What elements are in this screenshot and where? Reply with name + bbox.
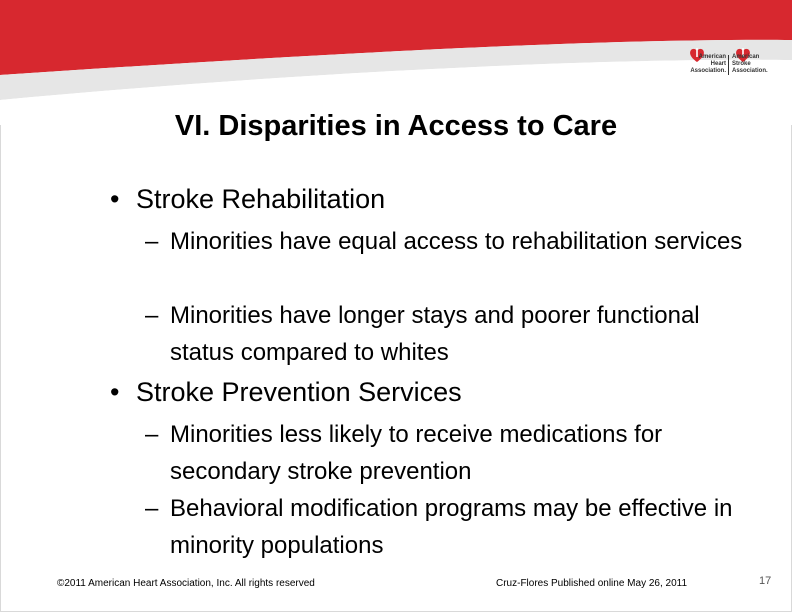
list-item-text: Minorities have equal access to rehabilitation services (170, 228, 743, 255)
page-number: 17 (759, 575, 772, 587)
logo-left-line: Association. (690, 68, 726, 74)
section-heading (110, 375, 462, 409)
dash-icon: – (145, 228, 159, 255)
footer-copyright: ©2011 American Heart Association, Inc. All rights reserved (57, 578, 315, 589)
section-heading-text: Stroke Prevention Services (136, 377, 462, 407)
dash-icon: – (145, 302, 159, 329)
dash-icon: – (145, 421, 159, 448)
logo-left-line: Heart (710, 61, 726, 67)
section-heading (110, 182, 385, 216)
list-item-text: Minorities have longer stays and poorer functional status compared to whites (170, 302, 700, 366)
dash-icon: – (145, 495, 159, 522)
list-item-text: Minorities less likely to receive medications for secondary stroke prevention (170, 421, 663, 485)
section-heading-text: Stroke Rehabilitation (136, 184, 386, 214)
bullet-icon: • (110, 377, 120, 407)
list-item (145, 416, 765, 490)
logo-left-line: American (698, 54, 726, 60)
list-item (145, 490, 765, 564)
logo-right-line: American (732, 54, 760, 60)
footer-citation: Cruz-Flores Published online May 26, 2011 (496, 578, 688, 589)
list-item (145, 297, 765, 371)
list-item (145, 223, 765, 260)
logo-right-line: Association. (732, 68, 768, 74)
slide-title: VI. Disparities in Access to Care (174, 110, 618, 142)
bullet-icon: • (110, 184, 120, 214)
logo-right-line: Stroke (732, 61, 751, 67)
list-item-text: Behavioral modification programs may be effective in minority populations (170, 495, 733, 559)
